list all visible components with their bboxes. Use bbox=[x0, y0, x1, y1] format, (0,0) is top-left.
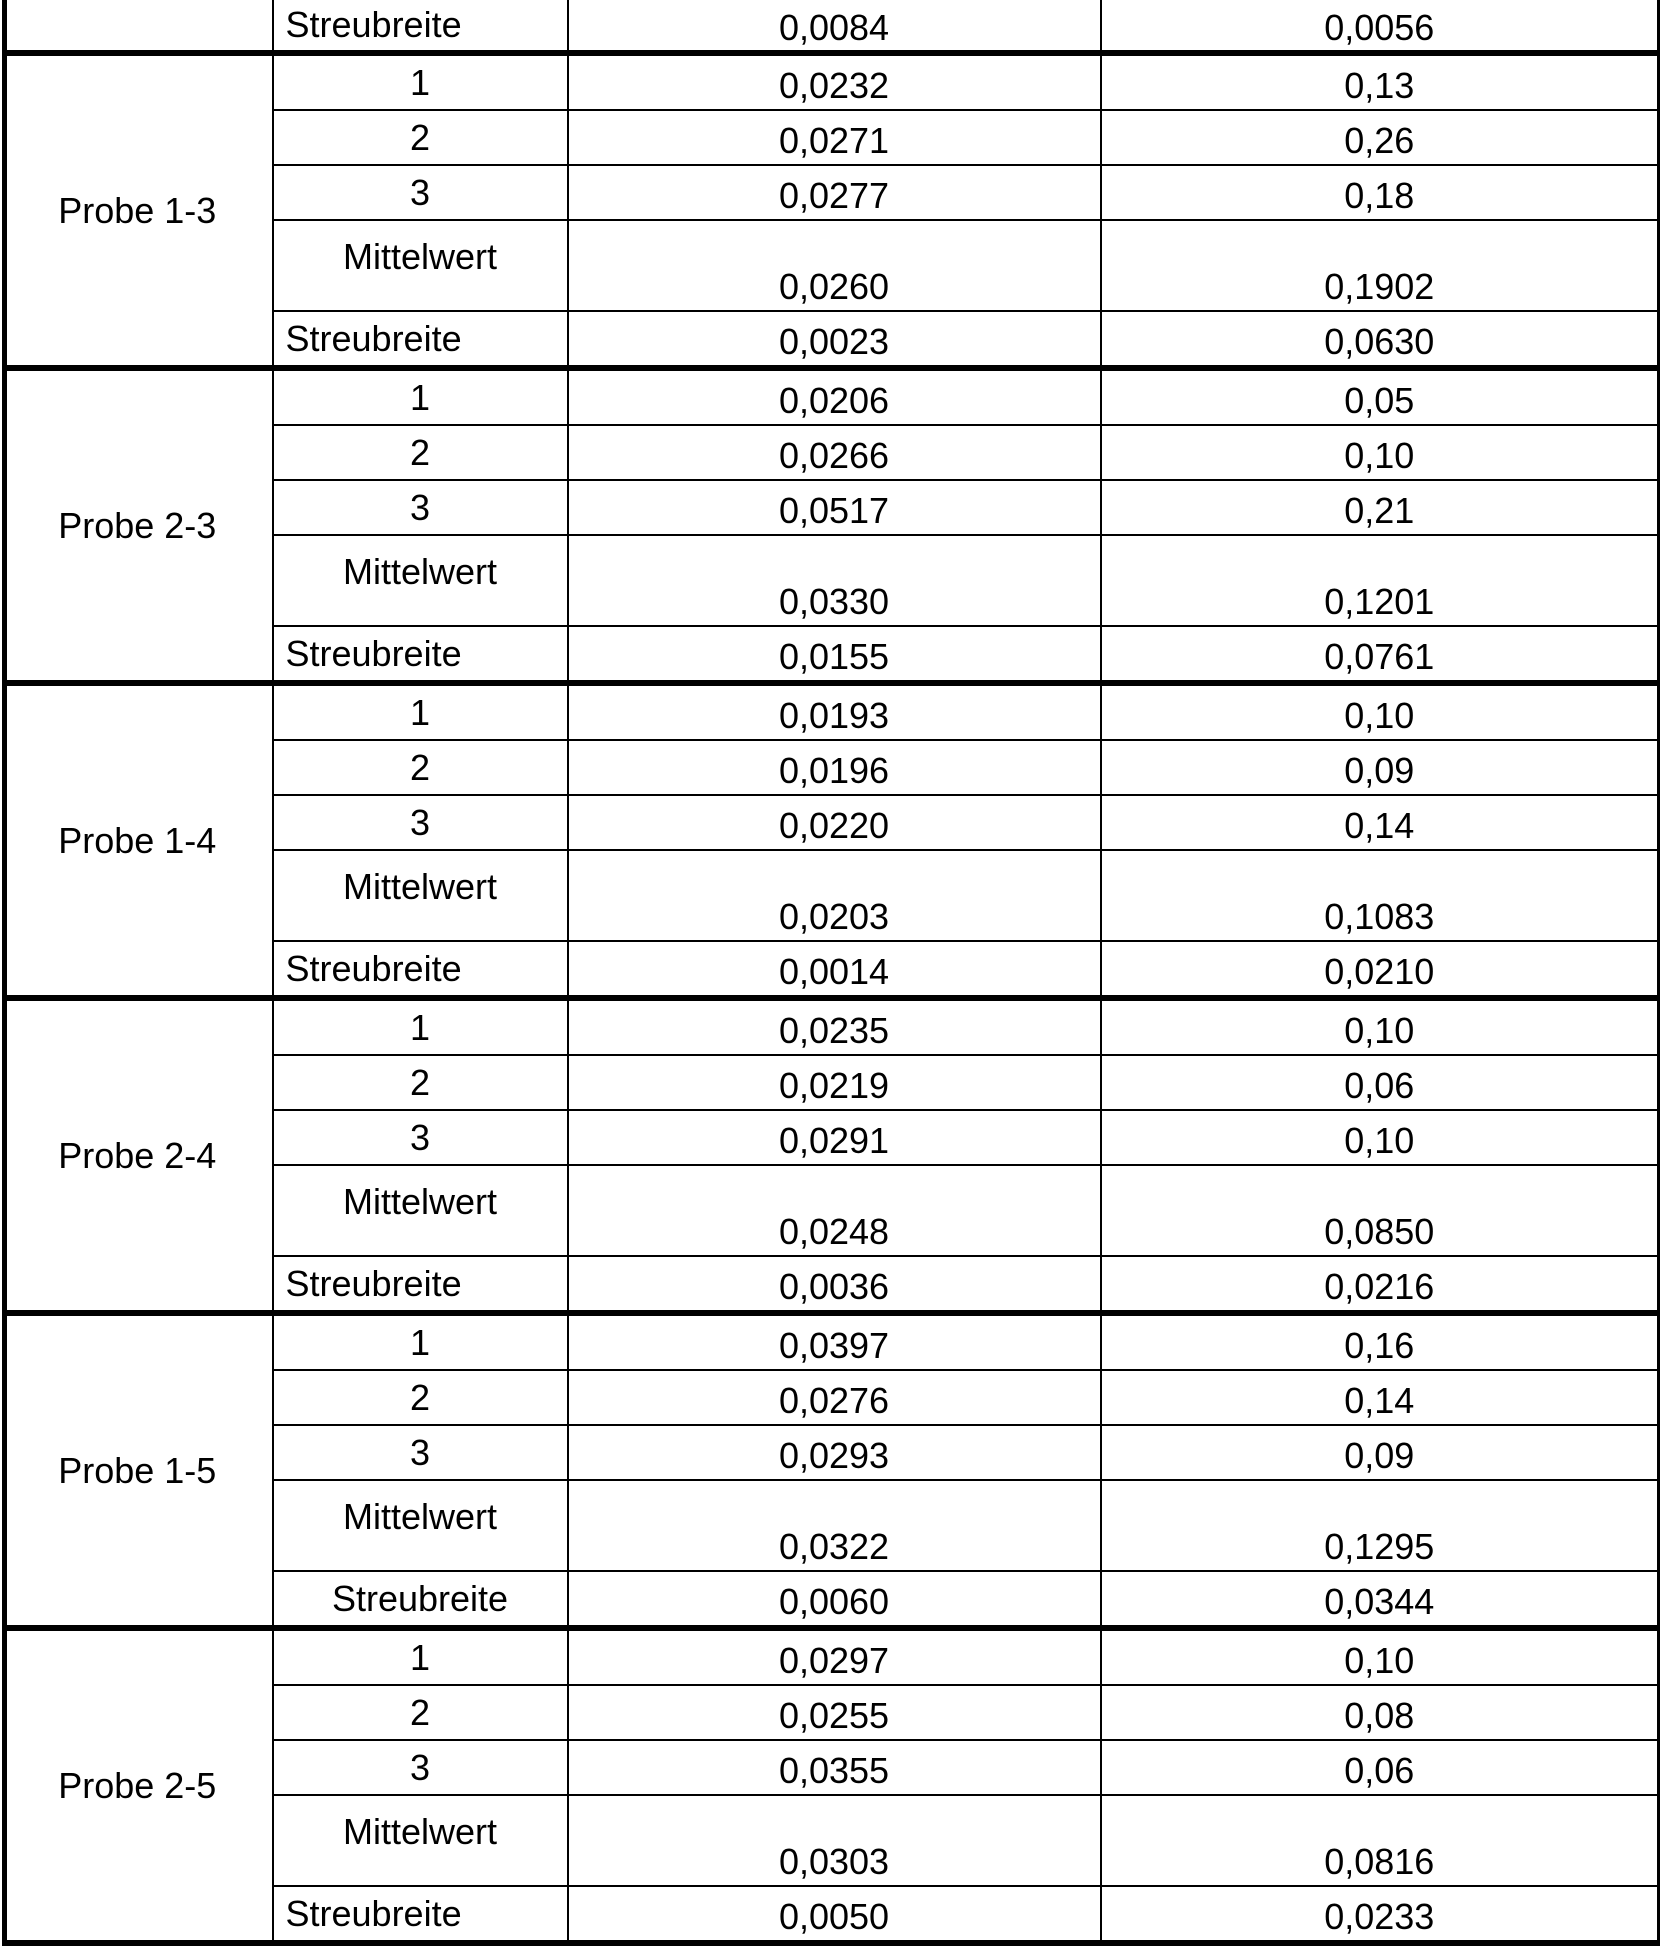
row-label: 1 bbox=[273, 998, 568, 1055]
value-col4: 0,0850 bbox=[1101, 1165, 1660, 1256]
row-label: Mittelwert bbox=[273, 535, 568, 626]
measurement-table bbox=[2, 0, 1660, 1946]
row-label: 3 bbox=[273, 165, 568, 220]
value-col3: 0,0291 bbox=[568, 1110, 1101, 1165]
value-col3: 0,0330 bbox=[568, 535, 1101, 626]
row-label: Streubreite bbox=[273, 1256, 568, 1313]
value-col3: 0,0276 bbox=[568, 1370, 1101, 1425]
value-col4: 0,1083 bbox=[1101, 850, 1660, 941]
row-label: 1 bbox=[273, 683, 568, 740]
value-col3: 0,0050 bbox=[568, 1886, 1101, 1943]
group-label: Probe 2-5 bbox=[5, 1628, 273, 1943]
value-col4: 0,10 bbox=[1101, 1628, 1660, 1685]
row-label: 1 bbox=[273, 53, 568, 110]
value-col3: 0,0232 bbox=[568, 53, 1101, 110]
value-col3: 0,0303 bbox=[568, 1795, 1101, 1886]
value-col4: 0,0344 bbox=[1101, 1571, 1660, 1628]
value-col4: 0,16 bbox=[1101, 1313, 1660, 1370]
value-col3: 0,0260 bbox=[568, 220, 1101, 311]
table-row bbox=[5, 53, 1660, 110]
row-label: Mittelwert bbox=[273, 220, 568, 311]
row-label: 3 bbox=[273, 1740, 568, 1795]
value-col3: 0,0193 bbox=[568, 683, 1101, 740]
group-label: Probe 2-3 bbox=[5, 368, 273, 683]
value-col4: 0,09 bbox=[1101, 1425, 1660, 1480]
table-row bbox=[5, 1628, 1660, 1685]
table-row bbox=[5, 998, 1660, 1055]
value-col4: 0,1201 bbox=[1101, 535, 1660, 626]
value-col4: 0,0761 bbox=[1101, 626, 1660, 683]
row-label: Mittelwert bbox=[273, 1165, 568, 1256]
value-col3: 0,0266 bbox=[568, 425, 1101, 480]
value-col4: 0,0816 bbox=[1101, 1795, 1660, 1886]
value-col3: 0,0219 bbox=[568, 1055, 1101, 1110]
value-col4: 0,0210 bbox=[1101, 941, 1660, 998]
row-label: Streubreite bbox=[273, 941, 568, 998]
value-col4: 0,08 bbox=[1101, 1685, 1660, 1740]
value-col4: 0,1902 bbox=[1101, 220, 1660, 311]
value-col4: 0,10 bbox=[1101, 998, 1660, 1055]
value-col4: 0,26 bbox=[1101, 110, 1660, 165]
group-label: Probe 2-4 bbox=[5, 998, 273, 1313]
row-label: 2 bbox=[273, 1685, 568, 1740]
value-col3: 0,0271 bbox=[568, 110, 1101, 165]
value-col4: 0,13 bbox=[1101, 53, 1660, 110]
value-col4: 0,21 bbox=[1101, 480, 1660, 535]
row-label: 2 bbox=[273, 425, 568, 480]
row-label: Streubreite bbox=[273, 311, 568, 368]
value-col4: 0,09 bbox=[1101, 740, 1660, 795]
value-col4: 0,0216 bbox=[1101, 1256, 1660, 1313]
table-row bbox=[5, 683, 1660, 740]
row-label: 2 bbox=[273, 1055, 568, 1110]
value-col4: 0,14 bbox=[1101, 795, 1660, 850]
row-label: Streubreite bbox=[273, 626, 568, 683]
value-col4: 0,06 bbox=[1101, 1055, 1660, 1110]
row-label: 2 bbox=[273, 740, 568, 795]
value-col3: 0,0297 bbox=[568, 1628, 1101, 1685]
value-col3: 0,0023 bbox=[568, 311, 1101, 368]
value-col3: 0,0060 bbox=[568, 1571, 1101, 1628]
row-label: Mittelwert bbox=[273, 1480, 568, 1571]
row-label: 3 bbox=[273, 1110, 568, 1165]
group-cell-empty bbox=[5, 0, 273, 53]
row-label: 2 bbox=[273, 110, 568, 165]
row-label: Streubreite bbox=[273, 0, 568, 53]
value-col3: 0,0196 bbox=[568, 740, 1101, 795]
value-col3: 0,0293 bbox=[568, 1425, 1101, 1480]
value-col3: 0,0036 bbox=[568, 1256, 1101, 1313]
row-label: Streubreite bbox=[273, 1571, 568, 1628]
row-label: 3 bbox=[273, 480, 568, 535]
value-col4: 0,18 bbox=[1101, 165, 1660, 220]
value-col3: 0,0014 bbox=[568, 941, 1101, 998]
table-row-partial bbox=[5, 0, 1660, 53]
row-label: Streubreite bbox=[273, 1886, 568, 1943]
value-col4: 0,1295 bbox=[1101, 1480, 1660, 1571]
table-row bbox=[5, 368, 1660, 425]
value-col3: 0,0203 bbox=[568, 850, 1101, 941]
value-col4: 0,06 bbox=[1101, 1740, 1660, 1795]
row-label: 1 bbox=[273, 1313, 568, 1370]
value-col3: 0,0355 bbox=[568, 1740, 1101, 1795]
value-col4: 0,14 bbox=[1101, 1370, 1660, 1425]
value-col3: 0,0248 bbox=[568, 1165, 1101, 1256]
row-label: 3 bbox=[273, 795, 568, 850]
value-col3: 0,0220 bbox=[568, 795, 1101, 850]
value-col3: 0,0322 bbox=[568, 1480, 1101, 1571]
table-row bbox=[5, 1313, 1660, 1370]
group-label: Probe 1-3 bbox=[5, 53, 273, 368]
row-label: Mittelwert bbox=[273, 850, 568, 941]
value-col3: 0,0255 bbox=[568, 1685, 1101, 1740]
value-col4: 0,10 bbox=[1101, 425, 1660, 480]
value-col4: 0,0233 bbox=[1101, 1886, 1660, 1943]
row-label: 3 bbox=[273, 1425, 568, 1480]
row-label: 1 bbox=[273, 1628, 568, 1685]
group-label: Probe 1-5 bbox=[5, 1313, 273, 1628]
row-label: 2 bbox=[273, 1370, 568, 1425]
value-col4: 0,10 bbox=[1101, 683, 1660, 740]
row-label: 1 bbox=[273, 368, 568, 425]
value-col4: 0,05 bbox=[1101, 368, 1660, 425]
value-col3: 0,0206 bbox=[568, 368, 1101, 425]
row-label: Mittelwert bbox=[273, 1795, 568, 1886]
value-col3: 0,0155 bbox=[568, 626, 1101, 683]
value-col3: 0,0235 bbox=[568, 998, 1101, 1055]
value-col3: 0,0517 bbox=[568, 480, 1101, 535]
value-col3: 0,0084 bbox=[568, 0, 1101, 53]
value-col3: 0,0277 bbox=[568, 165, 1101, 220]
value-col3: 0,0397 bbox=[568, 1313, 1101, 1370]
group-label: Probe 1-4 bbox=[5, 683, 273, 998]
value-col4: 0,0056 bbox=[1101, 0, 1660, 53]
value-col4: 0,10 bbox=[1101, 1110, 1660, 1165]
value-col4: 0,0630 bbox=[1101, 311, 1660, 368]
